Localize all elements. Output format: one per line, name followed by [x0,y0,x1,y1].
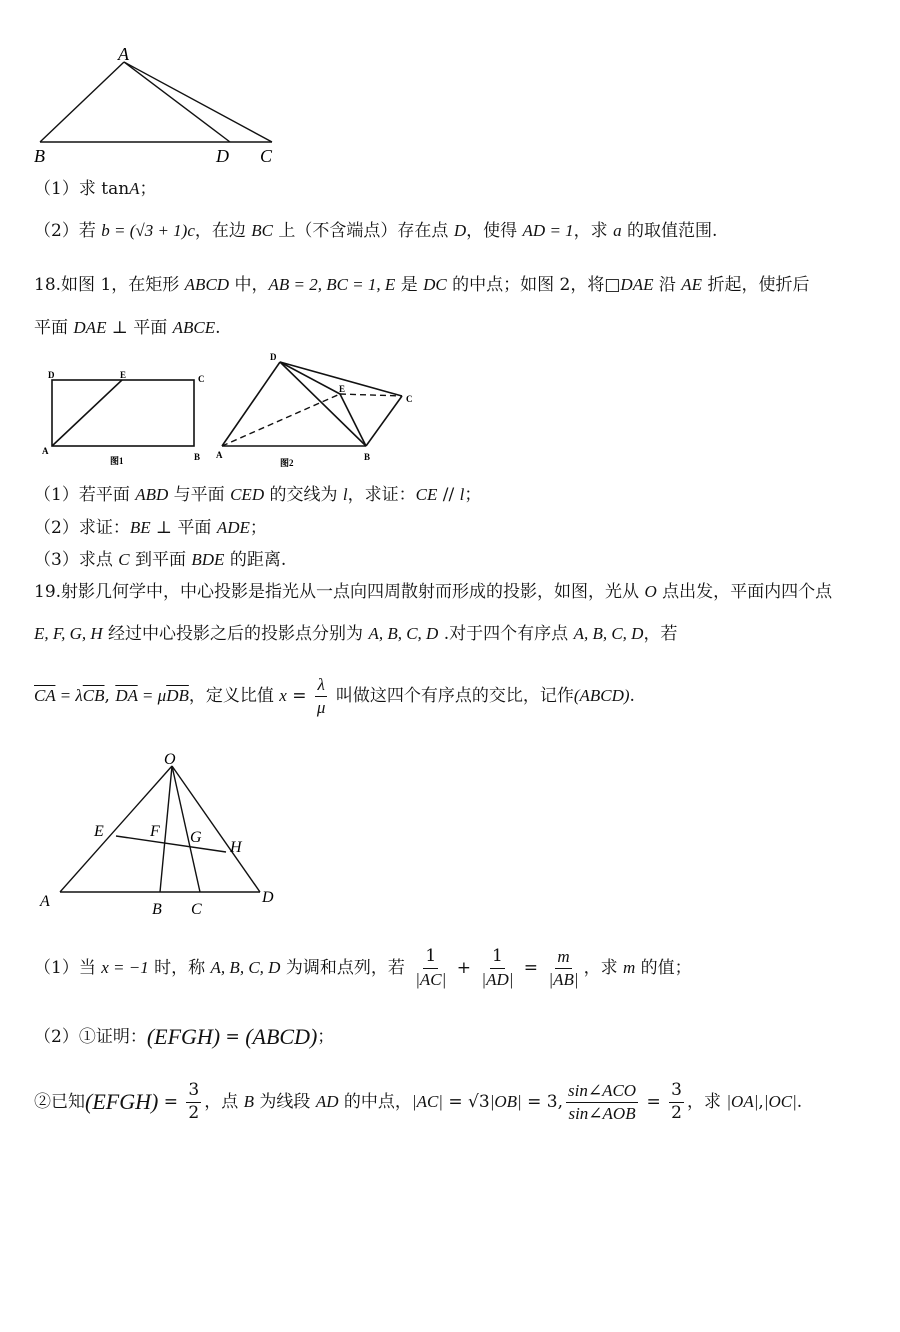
q19-p3-text: 为线段 [254,1091,316,1112]
q18-p2-text: 平面 [177,518,217,538]
denominator: 2 [188,1102,200,1123]
cross-ratio-abcd: (ABCD) [245,1024,318,1049]
q19-p1-text: （1）当 [34,957,102,978]
mu: μ [316,697,326,717]
numerator: 3 [669,1082,684,1103]
q19-text: 叫做这四个有序点的交比，记作 [330,685,574,706]
q19-text: ，定义比值 [188,685,280,706]
q18-p3-text: （3）求点 [34,550,119,570]
comma: , [758,1091,764,1112]
fig1-label-d: D [48,370,55,380]
fig2-label-b: B [364,452,371,462]
equals-sign: = [518,957,544,978]
q19-p1-m: m [623,957,636,977]
q18-be: BE [129,518,151,537]
q18-text: 如图 1，在矩形 [61,275,185,295]
equals-three: = 3, [521,1091,563,1112]
q19-cross-ratio: (ABCD) [573,685,630,705]
numerator: 1 [423,948,438,969]
fig19-label-c: C [191,901,202,918]
denominator-ad: |AD| [481,969,514,989]
q18-text: 是 [395,275,424,295]
q19-o: O [644,582,657,601]
q17-text: 的取值范围. [621,221,718,241]
parallel-symbol: // [437,485,460,505]
tan-text: tan [101,179,130,199]
lambda: λ [315,676,326,697]
q19-text: .对于四个有序点 [438,624,574,644]
q18-p1-text: （1）若平面 [34,485,136,505]
q17-bc: BC [251,221,274,240]
q19-line3 [34,676,635,717]
q19-p1-text: 为调和点列，若 [280,957,411,978]
vector-cb: $\overline{CB}$ [82,685,105,705]
q19-eq: = [286,685,312,706]
q18-p1-text: 与平面 [168,485,231,505]
q19-eq: = μ [137,685,167,705]
q17-text: ，使得 [466,221,523,241]
numerator-m: m [555,948,571,969]
q17-part1 [34,180,157,198]
figure-projection [34,752,284,922]
fig1-label-e: E [120,370,127,380]
fraction-3-2 [669,1082,684,1123]
abs-ac: |AC| [411,1091,443,1111]
q19-text: 点出发，平面内四个点 [656,582,833,602]
q18-abce: ABCE [172,318,216,337]
q18-text: . [215,318,221,338]
q19-text: 经过中心投影之后的投影点分别为 [102,624,369,644]
q18-text: 的中点；如图 2，将□ [446,275,621,295]
q18-condition: AB = 2, BC = 1, E [268,275,396,294]
q19-eq: = λ [55,685,83,705]
fig1-label-c: C [198,374,205,384]
q19-p1-cond: x = −1 [101,957,149,977]
q19-p3-ad: AD [315,1091,339,1111]
q19-text: . [629,685,635,706]
q18-abd: ABD [135,485,169,504]
q18-p2-text: （2）求证： [34,518,130,538]
q17-part2 [34,222,717,240]
numerator: 3 [186,1082,201,1103]
q18-l: l [459,485,465,504]
q17-p1-suffix: ； [139,179,157,199]
q18-ced: CED [230,485,265,504]
label-a: A [118,44,129,64]
fig2-label-d: D [270,352,277,362]
q19-p1-text: ，求 [583,957,623,978]
denominator-ac: |AC| [415,969,447,989]
q17-p2-prefix: （2）若 [34,221,102,241]
abs-oa: |OA| [726,1091,759,1111]
q18-ae: AE [681,275,703,294]
label-b: B [34,146,45,166]
q18-part2 [34,519,267,537]
q17-d: D [453,221,467,240]
q19-p3-text: ，求 [686,1091,727,1112]
q18-dae: DAE [73,318,107,337]
numerator: 1 [490,948,505,969]
q18-p1-text: 的交线为 [264,485,343,505]
vector-db: $\overline{DB}$ [166,685,189,705]
q19-text: ，若 [643,624,678,644]
q18-dc: DC [423,275,447,294]
q18-p3-text: 的距离. [224,550,287,570]
q19-p3-b: B [243,1091,254,1111]
plus-sign: + [451,957,477,978]
q18-line1 [34,276,809,294]
q17-p1-prefix: （1）求 [34,179,102,199]
q19-p3-text: ②已知 [34,1091,85,1112]
abs-oc: |OC| [763,1091,797,1111]
fraction-sin [566,1082,638,1123]
q17-text: 上（不含端点）存在点 [273,221,454,241]
q18-p2-text: ； [249,518,267,538]
q18-part3 [34,551,286,569]
q19-x: x [279,685,287,705]
fraction-m-ab [546,948,580,989]
angle-var: A [129,179,140,198]
fig19-label-d: D [262,889,274,906]
fig19-label-h: H [230,839,242,856]
q17-text: ，求 [573,221,614,241]
q19-abcd: A, B, C, D [573,624,644,643]
equals-sign: = [158,1091,184,1112]
q18-bde: BDE [191,550,225,569]
sqrt-3: √3 [468,1091,490,1112]
q18-line2 [34,319,221,337]
q19-part1 [34,948,692,989]
q19-line1 [34,583,832,601]
q19-efgh: E, F, G, H [34,624,103,643]
equals-sign: = [442,1091,469,1112]
q18-text: 中， [229,275,269,295]
q19-comma: , [104,685,116,706]
equals-sign: = [641,1091,667,1112]
fig2-label-a: A [216,450,223,460]
q19-p1-abcd: A, B, C, D [210,957,281,977]
q18-abcd: ABCD [184,275,230,294]
q19-text: 19.射影几何学中，中心投影是指光从一点向四周散射而形成的投影，如图，光从 [34,582,645,602]
q19-p2-text: （2）①证明： [34,1027,147,1047]
q19-part2-2 [34,1082,802,1123]
perp-symbol: ⊥ [150,518,178,538]
fig1-label-b: B [194,452,201,462]
q19-p1-text: 时，称 [148,957,211,978]
q19-part2-1 [34,1026,334,1048]
fig19-label-g: G [190,829,202,846]
q18-text: 折起，使折后 [702,275,810,295]
q19-p2-text: ； [317,1027,335,1047]
cross-ratio-efgh: (EFGH) [146,1024,221,1049]
fig19-label-a: A [40,893,50,910]
q18-text: 平面 [133,318,173,338]
abs-ob: |OB| [489,1091,522,1111]
denominator-ab: |AB| [548,969,579,989]
q18-ade: ADE [216,518,250,537]
sin-aob: sin∠AOB [568,1103,636,1123]
question-number: 18. [34,275,62,295]
fig19-label-b: B [152,901,162,918]
q19-p3-text: . [796,1091,803,1112]
q19-abcd: A, B, C, D [368,624,439,643]
q18-text: 平面 [34,318,74,338]
fig2-caption: 图2 [280,458,294,468]
fig19-label-f: F [150,823,160,840]
q18-part1 [34,486,481,504]
q19-p3-text: 的中点， [338,1091,412,1112]
q18-ce: CE [415,485,438,504]
label-c: C [260,146,273,166]
denominator: 2 [671,1102,682,1123]
vector-da: $\overline{DA}$ [115,685,138,705]
sin-aco: sin∠ACO [566,1082,638,1103]
label-d: D [216,146,229,166]
fig19-label-e: E [94,823,104,840]
q18-p1-text: ，求证： [347,485,416,505]
fraction-1-ad [479,948,515,989]
q17-text: ，在边 [194,221,252,241]
q18-dae: DAE [620,275,654,294]
fig1-label-a: A [42,446,49,456]
q18-c: C [118,550,130,569]
q19-p3-text: ，点 [204,1091,244,1112]
q17-ad: AD = 1 [522,221,574,240]
fraction-1-ac [413,948,448,989]
q18-p3-text: 到平面 [129,550,192,570]
cross-ratio-efgh: (EFGH) [85,1088,159,1114]
fig19-label-o: O [164,752,176,768]
q18-l: l [342,485,348,504]
vector-ca: $\overline{CA}$ [34,685,56,705]
fraction-lambda-mu [315,676,328,717]
perp-symbol: ⊥ [106,318,134,338]
fraction-3-2 [186,1082,201,1123]
q17-condition: b = (√3 + 1)c [101,221,195,240]
fig2-label-e: E [339,384,346,394]
q19-p1-text: 的值； [635,957,692,978]
fig1-caption: 图1 [110,456,124,466]
q19-line2 [34,625,677,643]
q18-text: 沿 [653,275,682,295]
figure-18 [36,348,426,472]
equals-sign: = [220,1027,246,1047]
figure-triangle-abc [30,44,290,170]
fig2-label-c: C [406,394,413,404]
q18-p1-text: ； [464,485,482,505]
q17-a: a [613,221,622,240]
